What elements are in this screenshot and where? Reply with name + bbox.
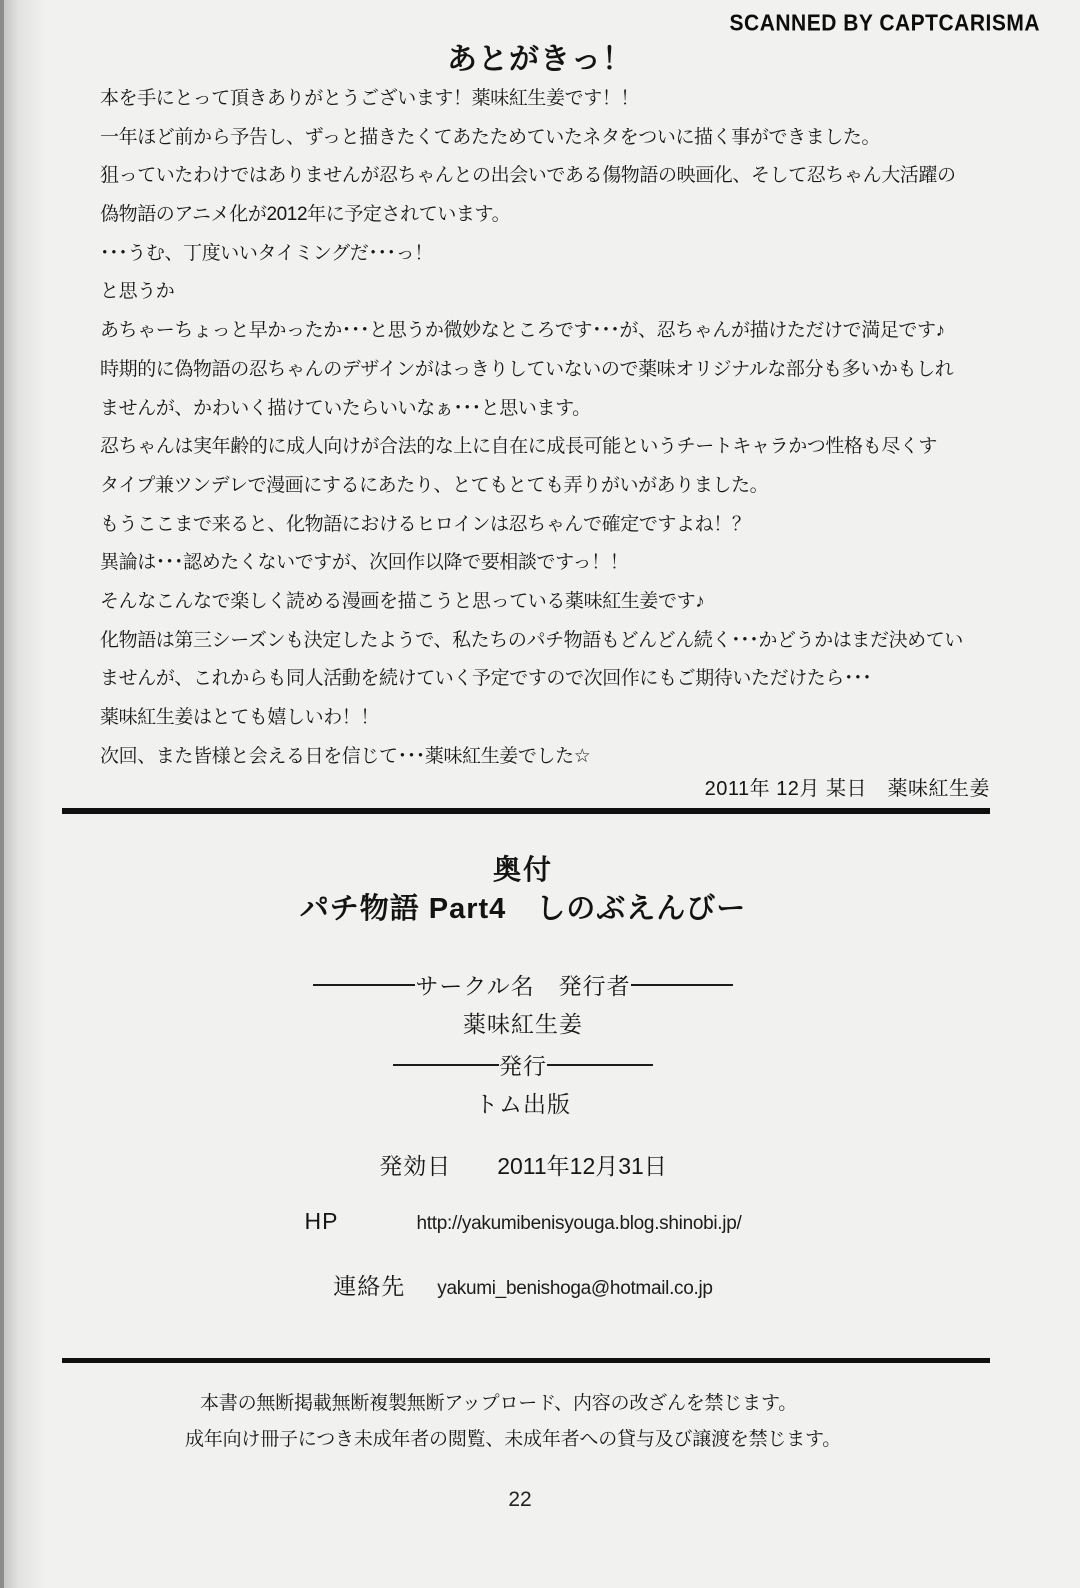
afterword-line: 次回、また皆様と会える日を信じて･･･薬味紅生姜でした☆ [100, 745, 591, 767]
contact-row [0, 1268, 1046, 1301]
adult-notice: 成年向け冊子につき未成年者の閲覧、未成年者への貸与及び譲渡を禁じます。 [185, 1429, 842, 1450]
rule-segment [547, 1064, 653, 1066]
afterword-line: そんなこんなで楽しく読める漫画を描こうと思っている薬味紅生姜です♪ [100, 590, 705, 612]
afterword-line: 忍ちゃんは実年齢的に成人向けが合法的な上に自在に成長可能というチートキャラかつ性格も尽くす [100, 436, 938, 458]
afterword-line: 偽物語のアニメ化が2012年に予定されています。 [100, 204, 511, 226]
afterword-line: 本を手にとって頂きありがとうございます！薬味紅生姜です！！ [100, 88, 640, 109]
scanner-credit: SCANNED BY CAPTCARISMA [729, 11, 1040, 36]
afterword-line: タイプ兼ツンデレで漫画にするにあたり、とてもとても弄りがいがありました。 [100, 474, 769, 496]
contact-label: 連絡先 [333, 1273, 406, 1299]
circle-name: 薬味紅生姜 [463, 1011, 583, 1037]
afterword-line: 時期的に偽物語の忍ちゃんのデザインがはっきりしていないので薬味オリジナルな部分も多いかもしれ [100, 358, 954, 380]
afterword-title: あとがきっ！ [447, 43, 633, 76]
publish-rule-label: 発行 [499, 1053, 547, 1079]
issue-date-row [0, 1148, 1046, 1181]
circle-section-rule [0, 968, 1046, 1001]
afterword-line: 異論は･･･認めたくないですが、次回作以降で要相談ですっ！！ [100, 552, 629, 574]
afterword-line: 狙っていたわけではありませんが忍ちゃんとの出会いである傷物語の映画化、そして忍ちゃん大活躍の [100, 165, 956, 187]
afterword-line: もうここまで来ると、化物語におけるヒロインは忍ちゃんで確定ですよね！？ [100, 513, 751, 535]
contact-email: yakumi_benishoga@hotmail.co.jp [437, 1278, 713, 1299]
publisher-name: トム出版 [475, 1091, 571, 1117]
afterword-line: ませんが、これからも同人活動を続けていく予定ですので次回作にもご期待いただけたら･･･ [100, 668, 872, 690]
afterword-signature-date: 2011年 12月 某日 薬味紅生姜 [704, 778, 990, 800]
rule-segment [313, 984, 415, 986]
afterword-line: ませんが、かわいく描けていたらいいなぁ･･･と思います。 [100, 397, 591, 419]
issue-date-value: 2011年12月31日 [497, 1153, 667, 1179]
afterword-line: あちゃーちょっと早かったか･･･と思うか微妙なところです･･･が、忍ちゃんが描けただけで満足です♪ [100, 320, 945, 342]
rule-segment [393, 1064, 499, 1066]
afterword-line: ･･･うむ、丁度いいタイミングだ･･･っ！ [100, 242, 433, 264]
publish-section-rule [0, 1048, 1046, 1081]
rule-segment [631, 984, 733, 986]
afterword-line: 一年ほど前から予告し、ずっと描きたくてあたためていたネタをついに描く事ができました。 [100, 126, 881, 148]
homepage-label: HP [304, 1208, 339, 1234]
colophon-heading: 奥付 [492, 854, 553, 885]
homepage-row [0, 1208, 1046, 1235]
divider-bottom [62, 1358, 990, 1363]
copyright-notice: 本書の無断掲載無断複製無断アップロード、内容の改ざんを禁じます。 [200, 1393, 798, 1414]
homepage-url: http://yakumibenisyouga.blog.shinobi.jp/ [416, 1213, 742, 1234]
afterword-line: と思うか [100, 281, 175, 303]
book-title: パチ物語 Part4 しのぶえんびー [299, 893, 747, 925]
afterword-line: 化物語は第三シーズンも決定したようで、私たちのパチ物語もどんどん続く･･･かどうかはまだ決めてい [100, 629, 963, 651]
page-number: 22 [508, 1488, 532, 1511]
afterword-line: 薬味紅生姜はとても嬉しいわ！！ [100, 707, 380, 728]
circle-rule-label: サークル名 発行者 [415, 973, 631, 999]
issue-date-label: 発効日 [379, 1153, 452, 1179]
